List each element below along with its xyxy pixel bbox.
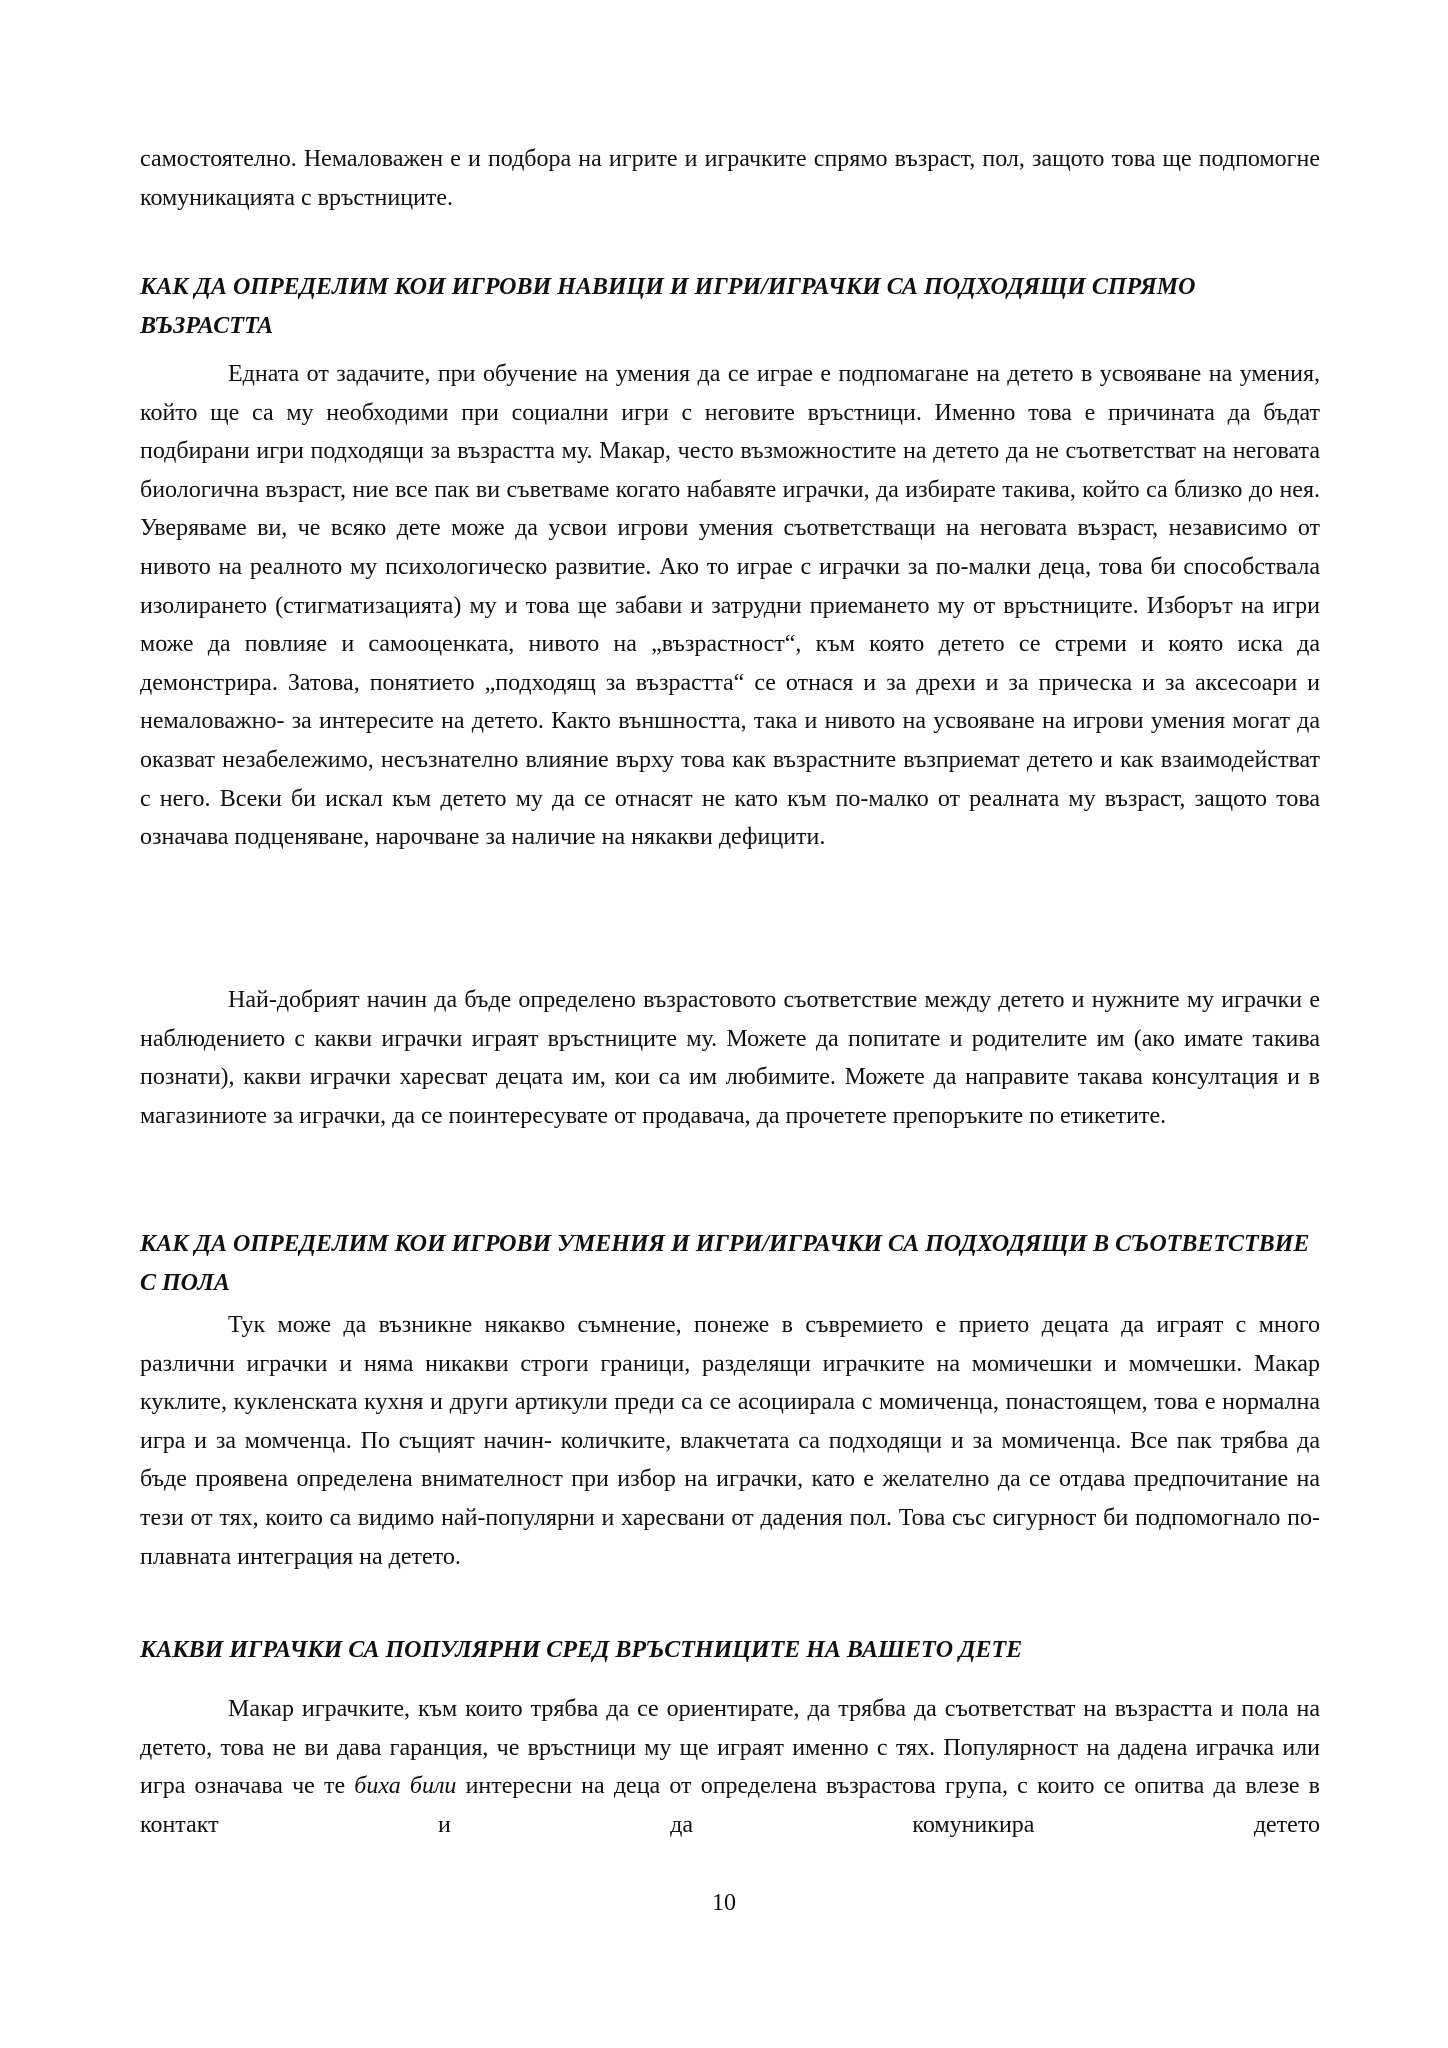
- paragraph-gender: Тук може да възникне някакво съмнение, понеже в съвремието е прието децата да играят с много различни играчки и няма никакви строги граници, разделящи играчките на момичешки и момчешки. Макар куклите, кукленската кухня и други артикули преди са се асоциирала с момиченца, понастоящем, това е нормална игра и за момченца. По същият начин- количките, влакчетата са подходящи и за момиченца. Все пак трябва да бъде проявена определена внимателност при избор на играчки, като е желателно да се отдава предпочитание на тези от тях, които са видимо най-популярни и харесвани от дадения пол. Това със сигурност би подпомогнало по-плавната интеграция на детето.: [140, 1312, 1320, 1570]
- paragraph-popular-text: Макар играчките, към които трябва да се ориентирате, да трябва да съответстват на възрастта и пола на детето, това не ви дава гаранция, че връстници му ще играят именно с тях. Популярност на дадена играчка или игра означава че те: [140, 1696, 1320, 1800]
- paragraph-continuation: самостоятелно. Немаловажен е и подбора на игрите и играчките спрямо възраст, пол, защото това ще подпомогне комуникацията с връстниците.: [140, 146, 1320, 211]
- page-number: 10: [712, 1890, 736, 1916]
- section-heading-gender: КАК ДА ОПРЕДЕЛИМ КОИ ИГРОВИ УМЕНИЯ И ИГРИ/ИГРАЧКИ СА ПОДХОДЯЩИ В СЪОТВЕТСТВИЕ С ПОЛА: [140, 1231, 1310, 1296]
- paragraph-popular: [140, 1690, 1320, 1844]
- section-heading-age: КАК ДА ОПРЕДЕЛИМ КОИ ИГРОВИ НАВИЦИ И ИГРИ/ИГРАЧКИ СА ПОДХОДЯЩИ СПРЯМО ВЪЗРАСТТА: [140, 274, 1196, 339]
- paragraph-age-skills: Едната от задачите, при обучение на умения да се играе е подпомагане на детето в усвояване на умения, който ще са му необходими при социални игри с неговите връстници. Именно това е причината да бъдат подбирани игри подходящи за възрастта му. Макар, често възможностите на детето да не съответстват на неговата биологична възраст, ние все пак ви съветваме когато набавяте играчки, да избирате такива, който са близко до нея. Уверяваме ви, че всяко дете може да усвои игрови умения съответстващи на неговата възраст, независимо от нивото на реалното му психологическо развитие. Ако то играе с играчки за по-малки деца, това би способствала изолирането (стигматизацията) му и това ще забави и затрудни приемането му от връстниците. Изборът на игри може да повлияе и самооценката, нивото на „възрастност“, към която детето се стреми и която иска да демонстрира. Затова, понятието „подходящ за възрастта“ се отнася и за дрехи и за прическа и за аксесоари и немаловажно- за интересите на детето. Както външността, така и нивото на усвояване на игрови умения могат да оказват незабележимо, несъзнателно влияние върху това как възрастните възприемат детето и как взаимодействат с него. Всеки би искал към детето му да се отнасят не като към по-малко от реалната му възраст, защото това означава подценяване, нарочване за наличие на някакви дефицити.: [140, 361, 1320, 851]
- section-heading-popular: КАКВИ ИГРАЧКИ СА ПОПУЛЯРНИ СРЕД ВРЪСТНИЦИТЕ НА ВАШЕТО ДЕТЕ: [140, 1637, 1023, 1663]
- paragraph-popular-text-end: интересни на деца от определена възрастова група, с които се опитва да влезе в контакт и да комуникира детето: [140, 1773, 1321, 1838]
- paragraph-popular-emphasis: биха били: [354, 1773, 457, 1800]
- paragraph-best-way: Най-добрият начин да бъде определено възрастовото съответствие между детето и нужните му играчки е наблюдението с какви играчки играят връстниците му. Можете да попитате и родителите им (ако имате такива познати), какви играчки харесват децата им, кои са им любимите. Можете да направите такава консултация и в магазиниоте за играчки, да се поинтересувате от продавача, да прочетете препоръките по етикетите.: [140, 987, 1320, 1129]
